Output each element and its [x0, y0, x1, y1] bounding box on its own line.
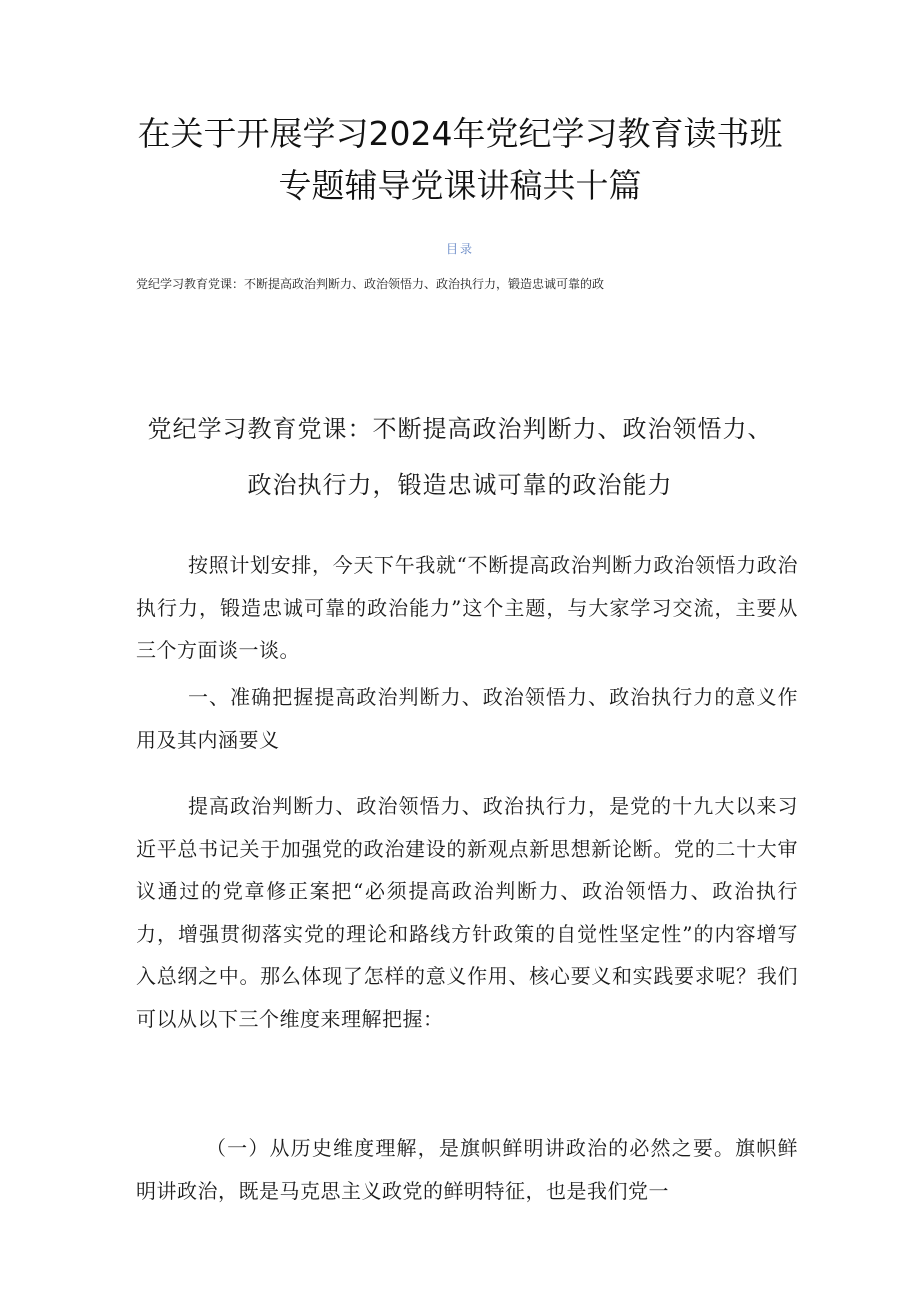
subheading-paragraph: 一、准确把握提高政治判断力、政治领悟力、政治执行力的意义作用及其内涵要义 [136, 685, 798, 752]
toc-entry[interactable]: 党纪学习教育党课：不断提高政治判断力、政治领悟力、政治执行力，锻造忠诚可靠的政 [136, 277, 605, 291]
paragraph: 提高政治判断力、政治领悟力、政治执行力，是党的十九大以来习近平总书记关于加强党的政治建设的新观点新思想新论断。党的二十大审议通过的党章修正案把“必须提高政治判断力、政治领悟力、政治执行力，增强贯彻落实党的理论和路线方针政策的自觉性坚定性”的内容增写入总纲之中。那么体现了怎样的意义作用、核心要义和实践要求呢？我们可以从以下三个维度来理解把握： [136, 794, 798, 1031]
paragraph: 按照计划安排，今天下午我就“不断提高政治判断力政治领悟力政治执行力，锻造忠诚可靠的政治能力”这个主题，与大家学习交流，主要从三个方面谈一谈。 [136, 553, 798, 662]
section-title: 党纪学习教育党课：不断提高政治判断力、政治领悟力、政治执行力，锻造忠诚可靠的政治能力 [147, 415, 773, 499]
paragraph: （一）从历史维度理解，是旗帜鲜明讲政治的必然之要。旗帜鲜明讲政治，既是马克思主义政党的鲜明特征，也是我们党一 [136, 1136, 798, 1203]
document-title: 在关于开展学习2024年党纪学习教育读书班专题辅导党课讲稿共十篇 [137, 114, 783, 205]
toc-heading: 目录 [445, 242, 474, 256]
